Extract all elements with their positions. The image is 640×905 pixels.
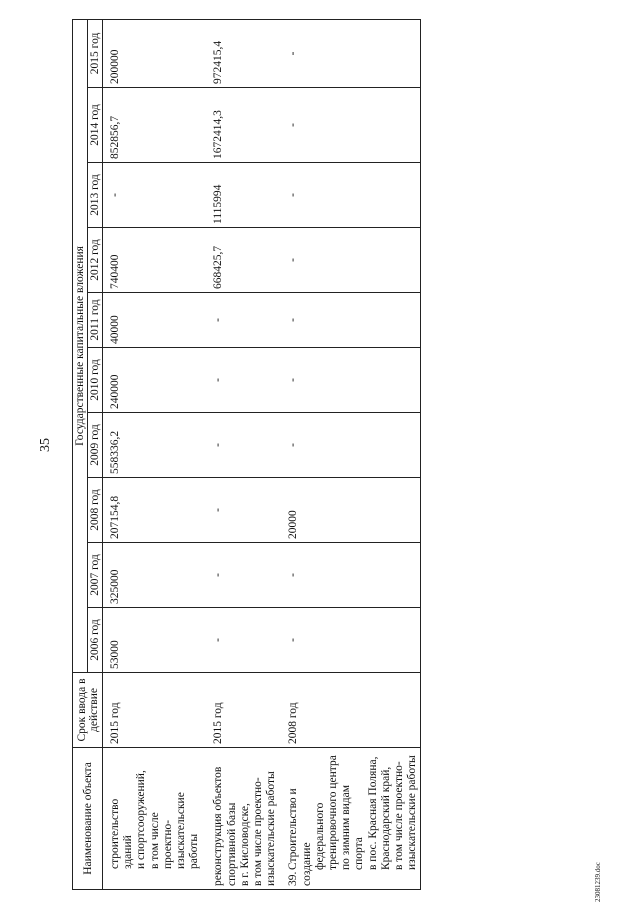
value-cell: - [279,163,420,228]
value-cell: 1115994 [202,163,279,228]
value-cell: 40000 [103,293,203,348]
name-line: изыскательские работы [265,771,278,886]
object-name-cell [103,748,203,890]
value-cell: - [279,608,420,673]
header-year: 2015 год [88,19,103,87]
term-cell: 2008 год [279,673,420,748]
document-reference: 23081239.doc [594,862,602,902]
value-cell: - [279,88,420,163]
header-object-name: Наименование объекта [73,748,103,890]
value-cell: - [202,608,279,673]
value-cell: - [279,348,420,413]
table-row [202,19,279,889]
name-line: федерального [313,802,326,870]
name-line: и спортсооружений, [135,770,148,869]
name-line: строительство [109,798,121,869]
value-cell: - [279,543,420,608]
header-year: 2006 год [88,608,103,673]
table-row [279,19,420,889]
value-cell: 207154,8 [103,478,203,543]
header-commission-term: Срок ввода в действие [73,673,103,748]
value-cell: 972415,4 [202,19,279,87]
name-line: в том числе проектно- [252,777,265,886]
name-line: по зимним видам спорта [340,784,366,870]
value-cell: - [279,19,420,87]
value-cell: 1672414,3 [202,88,279,163]
header-capital-investments: Государственные капитальные вложения [73,19,88,672]
page-number: 35 [38,438,53,452]
object-name-cell [279,748,420,890]
term-cell: 2015 год [202,673,279,748]
row-number: 39. [287,871,300,886]
value-cell: - [202,543,279,608]
table-bottom-row [420,19,421,889]
header-year: 2008 год [88,478,103,543]
object-name-cell [202,748,279,890]
value-cell: - [279,228,420,293]
value-cell: - [202,478,279,543]
name-line: в г. Кисловодске, [238,803,251,886]
value-cell: 20000 [279,478,420,543]
value-cell: 325000 [103,543,203,608]
value-cell: 558336,2 [103,413,203,478]
value-cell: 200000 [103,19,203,87]
value-cell: - [279,413,420,478]
value-cell: - [202,348,279,413]
name-line: спортивной базы [225,802,238,886]
value-cell: 852856,7 [103,88,203,163]
name-line: в пос. Красная Поляна, [366,756,379,870]
value-cell: - [202,293,279,348]
table-row [103,19,203,889]
capital-investments-table [72,19,421,890]
header-year: 2011 год [88,293,103,348]
value-cell: 240000 [103,348,203,413]
header-year: 2013 год [88,163,103,228]
name-line: в том числе проектно- [393,761,406,870]
value-cell: - [202,413,279,478]
name-line: тренировочного центра [327,755,340,870]
rotated-table-container [72,20,450,890]
name-line: 39.Строительство и создание [287,788,313,886]
header-year: 2014 год [88,88,103,163]
name-line: изыскательские работы [406,755,419,870]
name-line: работы [188,833,201,869]
name-line: зданий [122,835,135,869]
header-year: 2010 год [88,348,103,413]
value-cell: 668425,7 [202,228,279,293]
name-line: проектно- [161,819,174,869]
name-line: изыскательские [175,792,188,869]
header-year: 2009 год [88,413,103,478]
header-year: 2012 год [88,228,103,293]
value-cell: - [279,293,420,348]
value-cell: 740400 [103,228,203,293]
value-cell: - [103,163,203,228]
value-cell: 53000 [103,608,203,673]
name-line: реконструкция объектов [212,766,225,886]
header-year: 2007 год [88,543,103,608]
term-cell: 2015 год [103,673,203,748]
name-line: Краснодарский край, [379,766,392,870]
name-line: в том числе [148,812,161,869]
